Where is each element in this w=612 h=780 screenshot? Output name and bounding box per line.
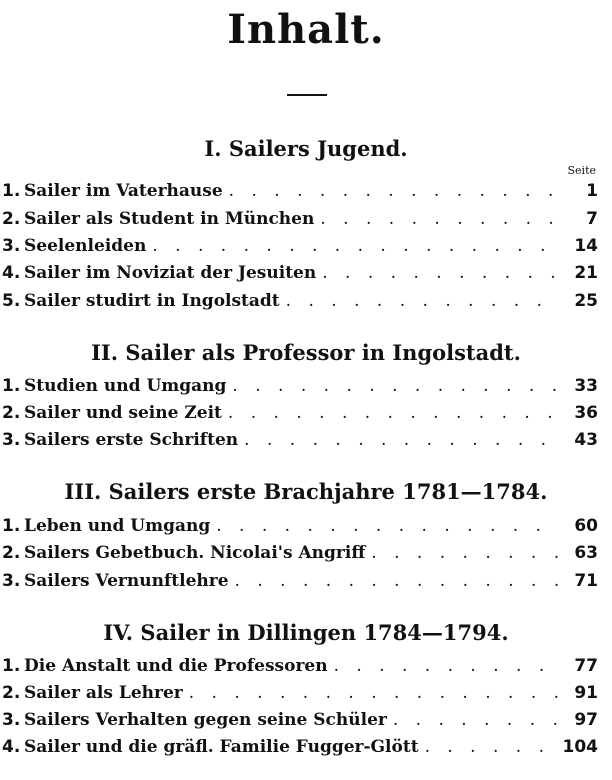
entry-title: Sailer und die gräfl. Familie Fugger-Glött: [24, 737, 419, 757]
entry-page: 77: [574, 656, 598, 676]
entry-page: 71: [574, 571, 598, 591]
entry-number: 2.: [2, 403, 21, 423]
entry-number: 3.: [2, 710, 21, 730]
entry-number: 1.: [2, 516, 21, 536]
entry-number: 1.: [2, 181, 21, 201]
entry-page: 36: [574, 403, 598, 423]
dot-leader: [189, 683, 558, 703]
entry-number: 1.: [2, 656, 21, 676]
entry-number: 3.: [2, 571, 21, 591]
entry-title: Sailer und seine Zeit: [24, 403, 222, 423]
entry-title: Leben und Umgang: [24, 516, 211, 536]
section-heading-4: IV. Sailer in Dillingen 1784—1794.: [103, 620, 509, 645]
entry-title: Sailers Gebetbuch. Nicolai's Angriff: [24, 543, 366, 563]
toc-entry[interactable]: [2, 737, 598, 761]
dot-leader: [393, 710, 558, 730]
entry-title: Sailers Verhalten gegen seine Schüler: [24, 710, 387, 730]
entry-number: 4.: [2, 737, 21, 757]
entry-number: 3.: [2, 430, 21, 450]
entry-page: 60: [574, 516, 598, 536]
entry-number: 2.: [2, 209, 21, 229]
toc-entry[interactable]: [2, 209, 598, 233]
entry-page: 97: [574, 710, 598, 730]
entry-page: 7: [586, 209, 598, 229]
entry-page: 63: [574, 543, 598, 563]
entry-title: Sailers Vernunftlehre: [24, 571, 229, 591]
dot-leader: [334, 656, 558, 676]
title-rule: [287, 94, 327, 96]
page-title: Inhalt.: [227, 6, 385, 53]
entry-page: 14: [574, 236, 598, 256]
entry-number: 4.: [2, 263, 21, 283]
entry-page: 1: [586, 181, 598, 201]
dot-leader: [152, 236, 558, 256]
dot-leader: [229, 181, 558, 201]
entry-title: Seelenleiden: [24, 236, 147, 256]
dot-leader: [286, 291, 558, 311]
toc-entry[interactable]: [2, 683, 598, 707]
dot-leader: [235, 571, 558, 591]
section-heading-3: III. Sailers erste Brachjahre 1781—1784.: [64, 479, 548, 504]
dot-leader: [322, 263, 558, 283]
entry-title: Die Anstalt und die Professoren: [24, 656, 328, 676]
section-heading-1: I. Sailers Jugend.: [204, 136, 408, 161]
section-heading-2: II. Sailer als Professor in Ingolstadt.: [91, 340, 521, 365]
entry-page: 104: [562, 737, 598, 757]
toc-entry[interactable]: [2, 430, 598, 454]
entry-number: 1.: [2, 376, 21, 396]
entry-page: 33: [574, 376, 598, 396]
entry-page: 91: [574, 683, 598, 703]
entry-title: Sailer im Noviziat der Jesuiten: [24, 263, 317, 283]
dot-leader: [228, 403, 558, 423]
toc-entry[interactable]: [2, 710, 598, 734]
dot-leader: [371, 543, 558, 563]
dot-leader: [216, 516, 558, 536]
toc-entry[interactable]: [2, 543, 598, 567]
entry-title: Sailer im Vaterhause: [24, 181, 223, 201]
dot-leader: [244, 430, 558, 450]
entry-title: Sailers erste Schriften: [24, 430, 239, 450]
entry-title: Sailer als Lehrer: [24, 683, 183, 703]
entry-page: 25: [574, 291, 598, 311]
entry-number: 2.: [2, 683, 21, 703]
entry-title: Sailer als Student in München: [24, 209, 315, 229]
dot-leader: [320, 209, 558, 229]
toc-entry[interactable]: [2, 376, 598, 400]
toc-entry[interactable]: [2, 236, 598, 260]
entry-page: 21: [574, 263, 598, 283]
toc-entry[interactable]: [2, 403, 598, 427]
toc-entry[interactable]: [2, 516, 598, 540]
entry-title: Studien und Umgang: [24, 376, 227, 396]
toc-entry[interactable]: [2, 291, 598, 315]
entry-title: Sailer studirt in Ingolstadt: [24, 291, 280, 311]
entry-page: 43: [574, 430, 598, 450]
entry-number: 3.: [2, 236, 21, 256]
toc-entry[interactable]: [2, 656, 598, 680]
entry-number: 5.: [2, 291, 21, 311]
toc-entry[interactable]: [2, 181, 598, 205]
dot-leader: [425, 737, 557, 757]
toc-entry[interactable]: [2, 571, 598, 595]
dot-leader: [232, 376, 558, 396]
toc-entry[interactable]: [2, 263, 598, 287]
entry-number: 2.: [2, 543, 21, 563]
page-column-label: Seite: [567, 164, 596, 177]
